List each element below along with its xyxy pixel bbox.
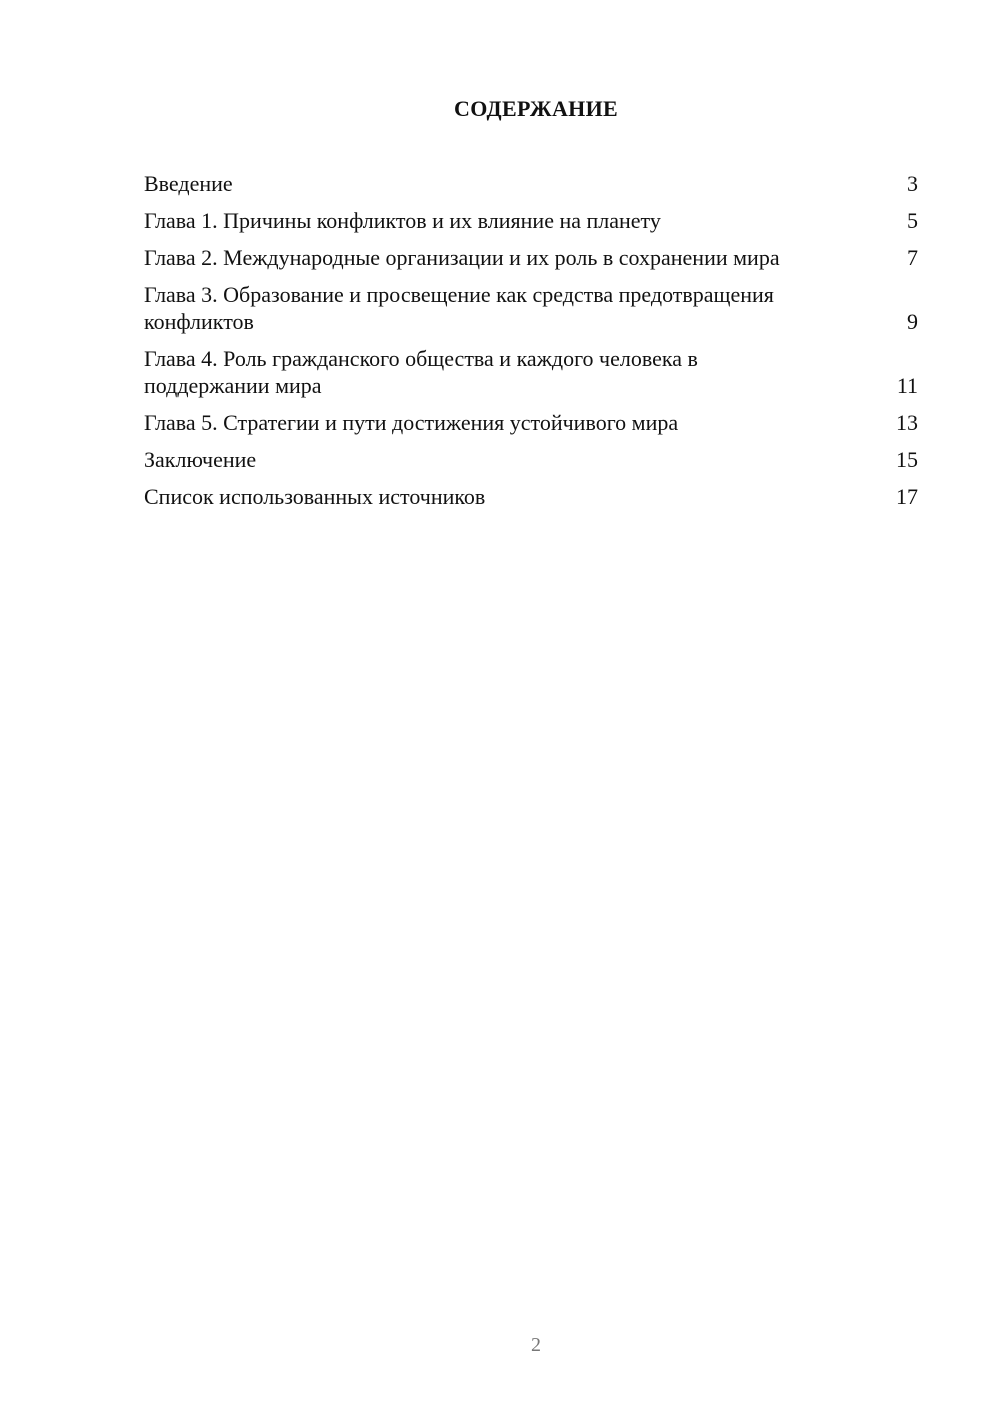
toc-entry xyxy=(144,483,918,510)
toc-entry-title: Заключение xyxy=(144,447,257,472)
toc-entry xyxy=(144,409,918,436)
toc-entry xyxy=(144,207,918,234)
toc-entry-page: 11 xyxy=(896,373,918,398)
toc-entry-page: 9 xyxy=(907,309,918,334)
toc-entry xyxy=(144,281,918,335)
page-number: 2 xyxy=(531,1334,541,1356)
toc-entry xyxy=(144,345,918,399)
toc-entry-page: 17 xyxy=(896,484,918,509)
toc-entry-title: Глава 3. Образование и просвещение как средства предотвращения конфликтов xyxy=(144,282,774,334)
table-of-contents xyxy=(144,170,918,520)
toc-entry xyxy=(144,244,918,271)
toc-entry-title: Глава 1. Причины конфликтов и их влияние на планету xyxy=(144,208,661,233)
toc-entry-title: Глава 4. Роль гражданского общества и каждого человека в поддержании мира xyxy=(144,346,698,398)
toc-entry-page: 7 xyxy=(907,245,918,270)
toc-entry-page: 5 xyxy=(907,208,918,233)
toc-entry-title: Глава 2. Международные организации и их роль в сохранении мира xyxy=(144,245,780,270)
toc-entry-page: 3 xyxy=(907,171,918,196)
toc-entry-page: 15 xyxy=(896,447,918,472)
toc-entry-title: Введение xyxy=(144,171,233,196)
toc-entry-page: 13 xyxy=(896,410,918,435)
toc-entry xyxy=(144,170,918,197)
toc-entry xyxy=(144,446,918,473)
page-title: СОДЕРЖАНИЕ xyxy=(454,96,618,121)
toc-entry-title: Глава 5. Стратегии и пути достижения устойчивого мира xyxy=(144,410,679,435)
toc-entry-title: Список использованных источников xyxy=(144,484,486,509)
